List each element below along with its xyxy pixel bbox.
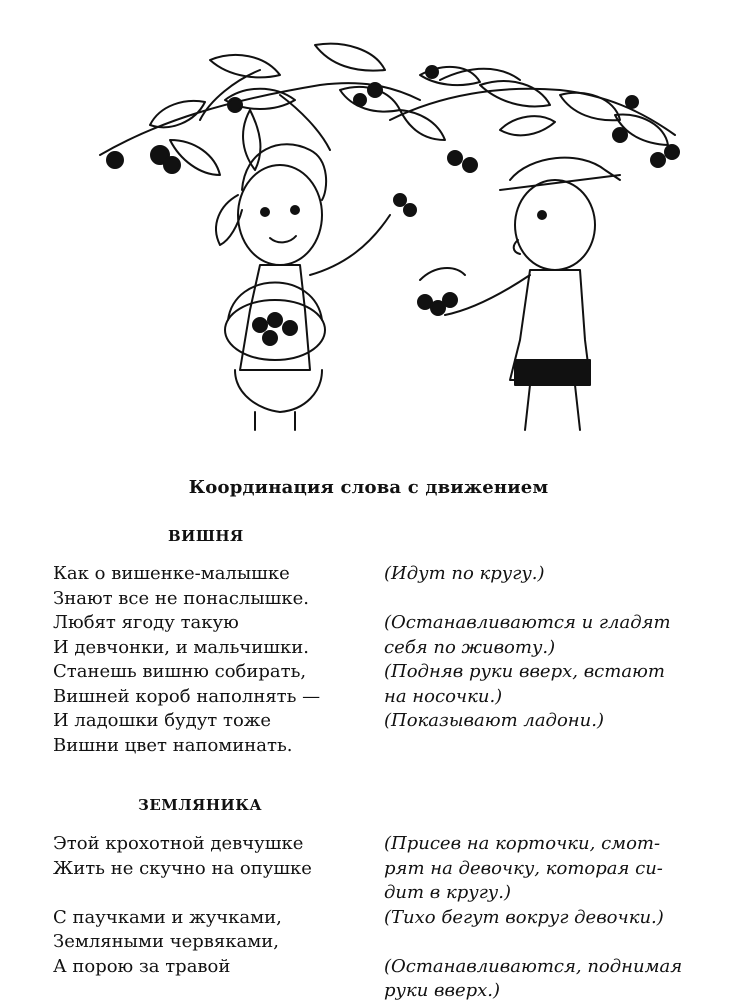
poem-cherry-directions bbox=[384, 562, 714, 734]
boy-figure bbox=[418, 158, 620, 430]
poem-line: Земляными червяками, bbox=[53, 931, 279, 952]
stage-direction: руки вверх.) bbox=[384, 980, 501, 1001]
poem-line: Знают все не понаслышке. bbox=[53, 587, 310, 609]
stage-direction: (Останавливаются, поднимая bbox=[384, 955, 683, 977]
poem-title-cherry: ВИШНЯ bbox=[168, 527, 244, 545]
stage-direction: дит в кругу.) bbox=[384, 882, 511, 903]
stage-direction: на носочки.) bbox=[384, 685, 503, 707]
children-picking-cherries-illustration bbox=[60, 40, 700, 440]
poem-line: И ладошки будут тоже bbox=[53, 710, 271, 731]
stage-direction bbox=[384, 930, 714, 955]
stage-direction: (Показывают ладони.) bbox=[384, 710, 604, 731]
poem-line bbox=[53, 881, 373, 906]
stage-direction: (Идут по кругу.) bbox=[384, 563, 545, 584]
poem-line: Вишни цвет напоминать. bbox=[53, 734, 293, 756]
stage-direction: (Подняв руки вверх, встают bbox=[384, 661, 665, 682]
poem-line: С паучками и жучками, bbox=[53, 906, 282, 928]
poem-title-strawberry: ЗЕМЛЯНИКА bbox=[138, 796, 263, 814]
cherry-branch-right bbox=[390, 66, 679, 172]
poem-strawberry-lines bbox=[53, 832, 373, 979]
cherry-branch-left bbox=[100, 44, 420, 175]
stage-direction: себя по животу.) bbox=[384, 636, 556, 658]
stage-direction: (Останавливаются и гладят bbox=[384, 612, 671, 633]
stage-direction: рят на девочку, которая си- bbox=[384, 857, 663, 879]
poem-line: Этой крохотной девчушке bbox=[53, 833, 304, 854]
poem-line: Станешь вишню собирать, bbox=[53, 661, 307, 682]
poem-strawberry-directions bbox=[384, 832, 714, 1004]
stage-direction: (Присев на корточки, смот- bbox=[384, 833, 661, 854]
poem-line: Как о вишенке-малышке bbox=[53, 563, 290, 584]
girl-figure bbox=[216, 144, 416, 430]
poem-line: Жить не скучно на опушке bbox=[53, 857, 312, 879]
poem-line: А порою за травой bbox=[53, 955, 231, 977]
section-heading: Координация слова с движением bbox=[188, 477, 549, 498]
poem-line: Вишней короб наполнять — bbox=[53, 685, 321, 707]
poem-cherry-lines bbox=[53, 562, 373, 758]
stage-direction bbox=[384, 587, 714, 612]
poem-line: Любят ягоду такую bbox=[53, 612, 239, 633]
poem-line: И девчонки, и мальчишки. bbox=[53, 636, 309, 658]
stage-direction: (Тихо бегут вокруг девочки.) bbox=[384, 906, 664, 928]
